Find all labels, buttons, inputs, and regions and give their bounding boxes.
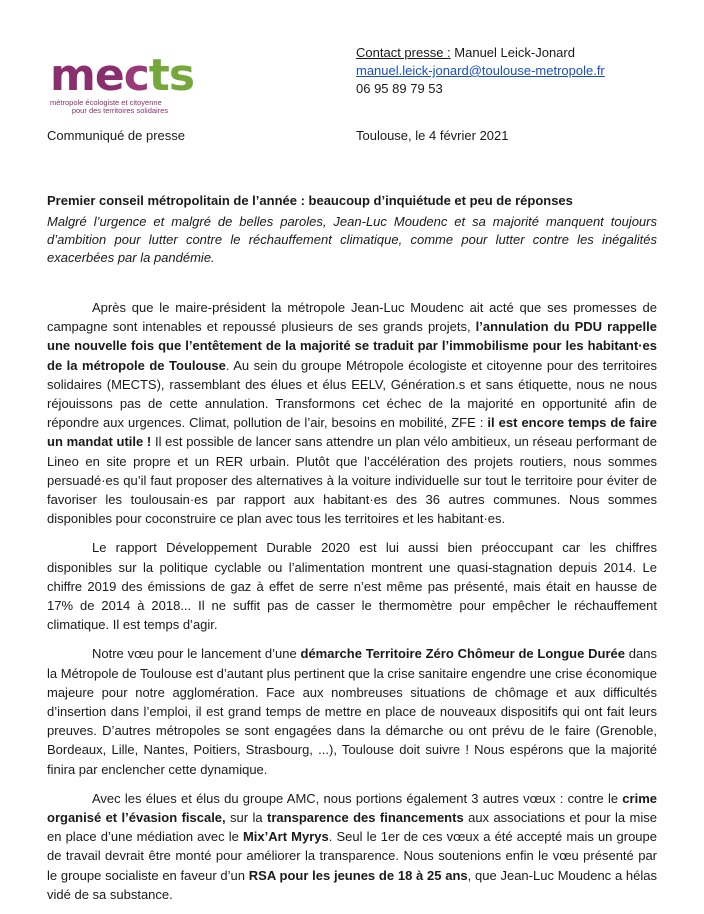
press-release-title: Premier conseil métropolitain de l’année : beaucoup d’inquiétude et peu de réponses [47,193,573,208]
logo-letters-me: me [50,50,124,101]
text-run: . Seul le 1er de ces vœux a été accepté mais un groupe de travail devrait être monté pour améliorer la transparence. Nous soutenions enfin le vœu présenté par le groupe socialiste en faveur d’un [47,829,657,883]
contact-label: Contact presse : [356,45,451,60]
bold-run: RSA pour les jeunes de 18 à 25 ans [248,867,468,883]
contact-email-link[interactable]: manuel.leick-jonard@toulouse-metropole.fr [356,63,605,78]
logo-letters-ts: ts [148,50,195,101]
bold-run: démarche Territoire Zéro Chômeur de Longue Durée [300,646,625,662]
logo-wordmark [50,50,195,101]
body-paragraph-2 [47,538,657,634]
text-run: dans la Métropole de Toulouse est d’autant plus pertinent que la crise sanitaire engendre une crise économique majeure pour notre agglomération. Face aux nombreuses situations de chômage et aux difficultés d’insertion dans l’emploi, il est grand temps de mettre en place de nouveaux dispositifs qui ont fait leurs preuves. D’autres métropoles se sont engagées dans la démarche ou ont prévu de le faire (Grenoble, Bordeaux, Lille, Nantes, Poitiers, Strasbourg, ...), Toulouse doit suivre ! Nous espérons que la majorité finira par enclencher cette dynamique. [47,646,657,777]
logo-tagline-line-1: métropole écologiste et citoyenne [50,98,162,107]
text-run: Il est possible de lancer sans attendre un plan vélo ambitieux, un réseau performant de Lineo en site propre et un RER urbain. Plutôt que l’accélération des projets routiers, nous sommes persuadé·es qu’il faut proposer des alternatives à la voiture individuelle sur tout le territoire pour éviter de favoriser les toulousain·es par rapport aux habitant·es des 36 autres communes. Nous sommes disponibles pour coconstruire ce plan avec tous les territoires et les habitant·es. [47,434,657,527]
text-run: , que Jean-Luc Moudenc a hélas vidé de sa substance. [47,867,658,902]
place-and-date: Toulouse, le 4 février 2021 [356,128,509,143]
text-run: Le rapport Développement Durable 2020 est lui aussi bien préoccupant car les chiffres disponibles sur la politique cyclable ou l’alimentation montrent une quasi-stagnation depuis 2014. Le chiffre 2019 des émissions de gaz à effet de serre n’est même pas présenté, mais était en hausse de 17% de 2014 à 2018... Il ne suffit pas de casser le thermomètre pour empêcher le réchauffement climatique. Il est temps d’agir. [47,540,657,633]
text-run: sur la [225,810,268,826]
bold-run: il est encore temps de faire un mandat utile ! [47,415,657,450]
text-run: aux associations et pour la mise en place d’une médiation avec le [47,810,657,845]
body-paragraph-1 [47,298,657,528]
text-run: Avec les élues et élus du groupe AMC, nous portions également 3 autres vœux : contre le [92,790,623,806]
lede-paragraph: Malgré l’urgence et malgré de belles paroles, Jean-Luc Moudenc et sa majorité manquent toujours d’ambition pour lutter contre le réchauffement climatique, comme pour lutter contre les inégalités exacerbées par la pandémie. [47,214,657,265]
document-type: Communiqué de presse [47,128,186,143]
bold-run: transparence des financements [267,810,464,826]
text-run: . Au sein du groupe Métropole écologiste et citoyenne pour des territoires solidaires (MECTS), rassemblant des élues et élus EELV, Génération.s et sans étiquette, nous ne nous réjouissons pas de cette annulation. Transformons cet échec de la majorité en opportunité afin de répondre aux urgences. Climat, pollution de l’air, besoins en mobilité, ZFE : [47,357,657,431]
text-run: Après que le maire-président la métropole Jean-Luc Moudenc ait acté que ses promesses de campagne sont intenables et repoussé plusieurs de ses grands projets, [47,300,657,335]
contact-line [356,44,605,62]
bold-run: crime organisé et l’évasion fiscale, [47,790,657,826]
body-paragraph-4 [47,789,657,904]
text-run: Notre vœu pour le lancement d’une [92,646,301,662]
bold-run: Mix’Art Myrys [242,829,329,845]
body-text [47,298,657,914]
mects-logo [50,50,195,115]
logo-letter-c: c [123,50,149,101]
logo-tagline [50,99,190,115]
contact-name: Manuel Leick-Jonard [454,45,575,60]
bold-run: l’annulation du PDU rappelle une nouvelle fois que l’entêtement de la majorité se traduit par l’immobilisme pour les habitant·es de la métropole de Toulouse [47,319,657,373]
body-paragraph-3 [47,644,657,778]
contact-phone: 06 95 89 79 53 [356,81,443,96]
press-contact-block [356,44,605,98]
logo-tagline-line-2: pour des territoires solidaires [71,106,169,115]
